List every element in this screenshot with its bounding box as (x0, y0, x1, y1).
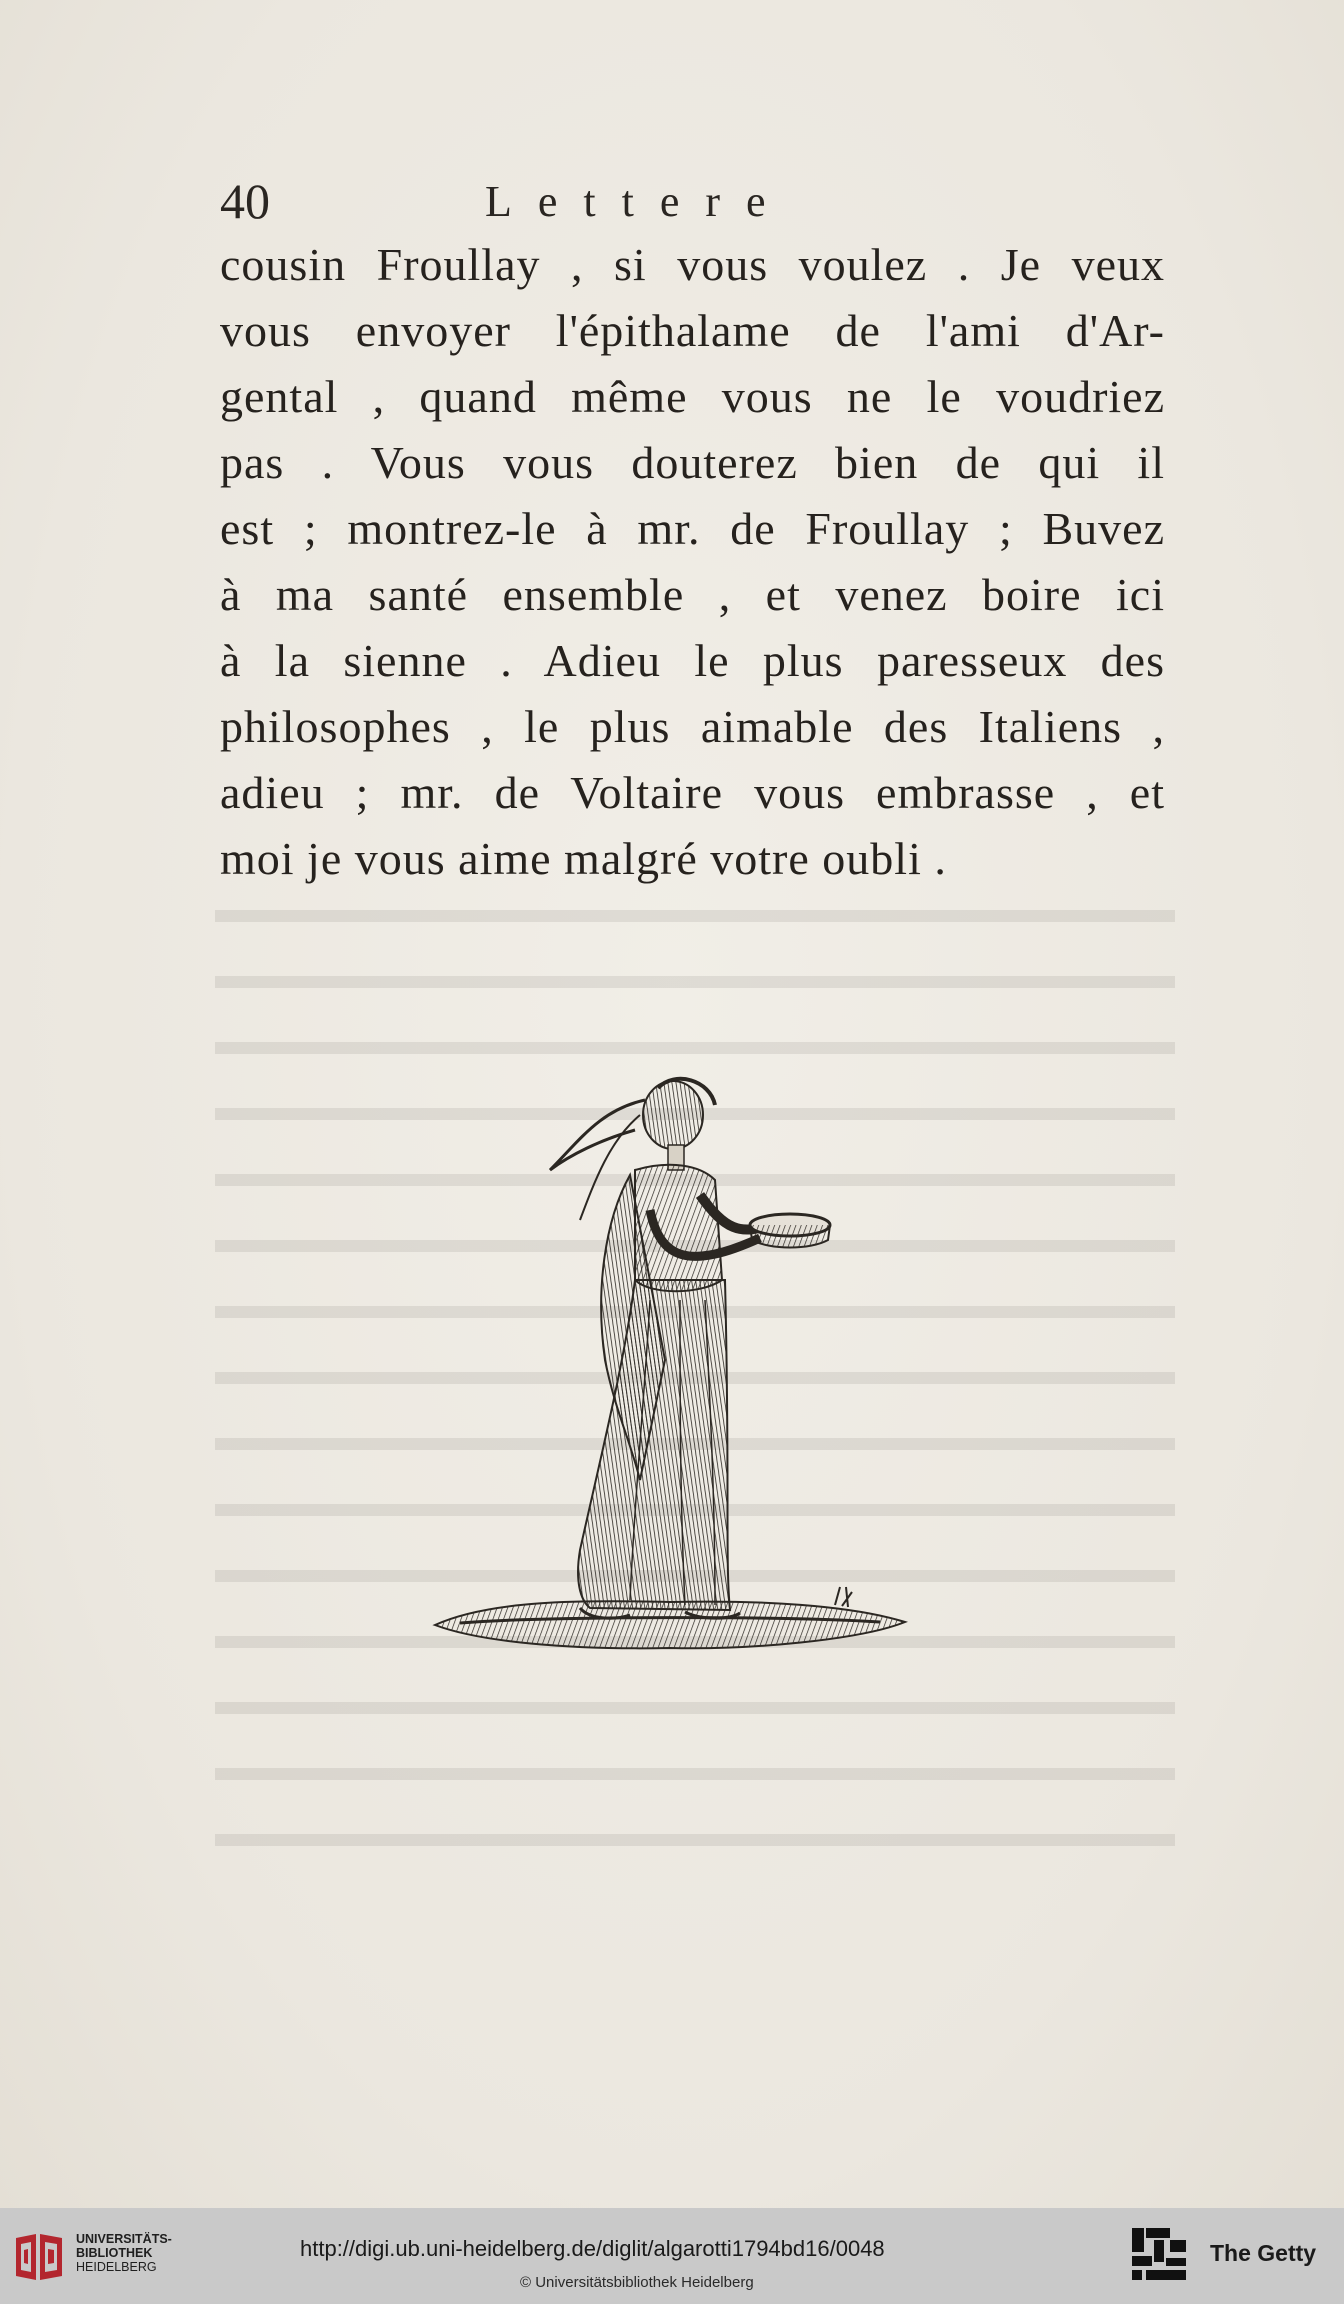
viewer-footer (0, 2208, 1344, 2304)
engraved-vignette-woman-with-dish (430, 1060, 910, 1660)
getty-logo (1130, 2224, 1190, 2284)
copyright-notice: © Universitätsbibliothek Heidelberg (520, 2274, 754, 2291)
text-line: à ma santé ensemble , et venez boire ici (220, 569, 1165, 620)
running-title: Lettere (485, 177, 792, 226)
text-line: philosophes , le plus aimable des Italiens , (220, 701, 1165, 752)
text-line: est ; montrez-le à mr. de Froullay ; Buvez (220, 503, 1165, 554)
text-line: gental , quand même vous ne le voudriez (220, 371, 1165, 422)
page-header (220, 172, 1180, 232)
permalink-url[interactable]: http://digi.ub.uni-heidelberg.de/diglit/algarotti1794bd16/0048 (300, 2236, 885, 2261)
text-line: pas . Vous vous douterez bien de qui il (220, 437, 1165, 488)
letter-text (220, 232, 1165, 892)
partner-name: The Getty (1210, 2240, 1317, 2266)
text-line: vous envoyer l'épithalame de l'ami d'Ar- (220, 305, 1165, 356)
text-line: à la sienne . Adieu le plus paresseux des (220, 635, 1165, 686)
page-number: 40 (220, 173, 270, 229)
text-line: moi je vous aime malgré votre oubli . (220, 833, 947, 884)
heidelberg-library-logo (12, 2230, 66, 2284)
text-line: adieu ; mr. de Voltaire vous embrasse , et (220, 767, 1165, 818)
text-line: cousin Froullay , si vous voulez . Je veux (220, 239, 1165, 290)
library-name: UNIVERSITÄTS- BIBLIOTHEK HEIDELBERG (76, 2232, 172, 2274)
